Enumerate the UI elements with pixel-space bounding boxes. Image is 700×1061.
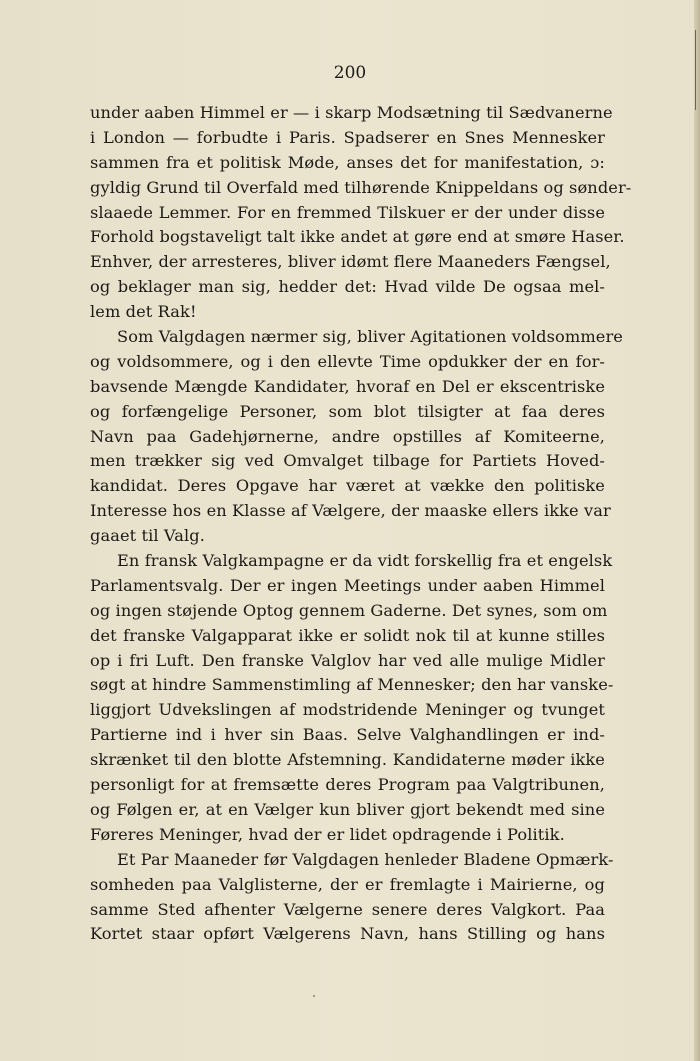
text-line: og beklager man sig, hedder det: Hvad vilde De ogsaa mel- bbox=[90, 277, 605, 297]
text-line: somheden paa Valglisterne, der er fremlagte i Mairierne, og bbox=[90, 874, 605, 894]
text-line: Interesse hos en Klasse af Vælgere, der maaske ellers ikke var bbox=[90, 501, 611, 521]
text-line: op i fri Luft. Den franske Valglov har ved alle mulige Midler bbox=[90, 650, 605, 670]
text-line: gaaet til Valg. bbox=[90, 526, 205, 546]
text-line: og Følgen er, at en Vælger kun bliver gjort bekendt med sine bbox=[90, 799, 605, 819]
text-line: Partierne ind i hver sin Baas. Selve Valghandlingen er ind- bbox=[90, 725, 605, 745]
text-line: Som Valgdagen nærmer sig, bliver Agitationen voldsommere bbox=[117, 327, 623, 347]
text-line: samme Sted afhenter Vælgerne senere deres Valgkort. Paa bbox=[90, 899, 605, 919]
text-line: lem det Rak! bbox=[90, 302, 197, 322]
paper-speck bbox=[313, 995, 315, 997]
text-line: men trækker sig ved Omvalget tilbage for Partiets Hoved- bbox=[90, 451, 605, 471]
text-line: Føreres Meninger, hvad der er lidet opdragende i Politik. bbox=[90, 824, 565, 844]
page-number: 200 bbox=[333, 63, 367, 83]
text-line: og ingen støjende Optog gennem Gaderne. Det synes, som om bbox=[90, 600, 608, 620]
text-line: skrænket til den blotte Afstemning. Kandidaterne møder ikke bbox=[90, 750, 605, 770]
text-line: Parlamentsvalg. Der er ingen Meetings under aaben Himmel bbox=[90, 575, 605, 595]
page-edge bbox=[694, 0, 700, 1061]
text-line: personligt for at fremsætte deres Program paa Valgtribunen, bbox=[90, 775, 605, 795]
text-line: Enhver, der arresteres, bliver idømt flere Maaneders Fængsel, bbox=[90, 252, 611, 272]
text-line: Navn paa Gadehjørnerne, andre opstilles af Komiteerne, bbox=[90, 426, 605, 446]
text-line: liggjort Udvekslingen af modstridende Meninger og tvunget bbox=[90, 700, 605, 720]
text-line: kandidat. Deres Opgave har været at vække den politiske bbox=[90, 476, 605, 496]
text-line: slaaede Lemmer. For en fremmed Tilskuer er der under disse bbox=[90, 202, 605, 222]
text-line: Forhold bogstaveligt talt ikke andet at gøre end at smøre Haser. bbox=[90, 227, 625, 247]
text-line: Kortet staar opført Vælgerens Navn, hans Stilling og hans bbox=[90, 924, 605, 944]
text-line: i London — forbudte i Paris. Spadserer en Snes Mennesker bbox=[90, 127, 605, 147]
text-line: En fransk Valgkampagne er da vidt forskellig fra et engelsk bbox=[117, 551, 613, 571]
text-line: bavsende Mængde Kandidater, hvoraf en Del er ekscentriske bbox=[90, 376, 605, 396]
text-line: og forfængelige Personer, som blot tilsigter at faa deres bbox=[90, 401, 605, 421]
body-text bbox=[90, 101, 632, 947]
text-line: under aaben Himmel er — i skarp Modsætning til Sædvanerne bbox=[90, 103, 613, 122]
text-line: det franske Valgapparat ikke er solidt nok til at kunne stilles bbox=[90, 625, 605, 645]
text-line: søgt at hindre Sammenstimling af Mennesker; den har vanske- bbox=[90, 675, 614, 695]
text-line: Et Par Maaneder før Valgdagen henleder Bladene Opmærk- bbox=[117, 849, 614, 869]
text-line: gyldig Grund til Overfald med tilhørende Knippeldans og sønder- bbox=[90, 177, 632, 197]
text-line: sammen fra et politisk Møde, anses det for manifestation, ɔ: bbox=[90, 152, 605, 172]
text-line: og voldsommere, og i den ellevte Time opdukker der en for- bbox=[90, 351, 605, 371]
